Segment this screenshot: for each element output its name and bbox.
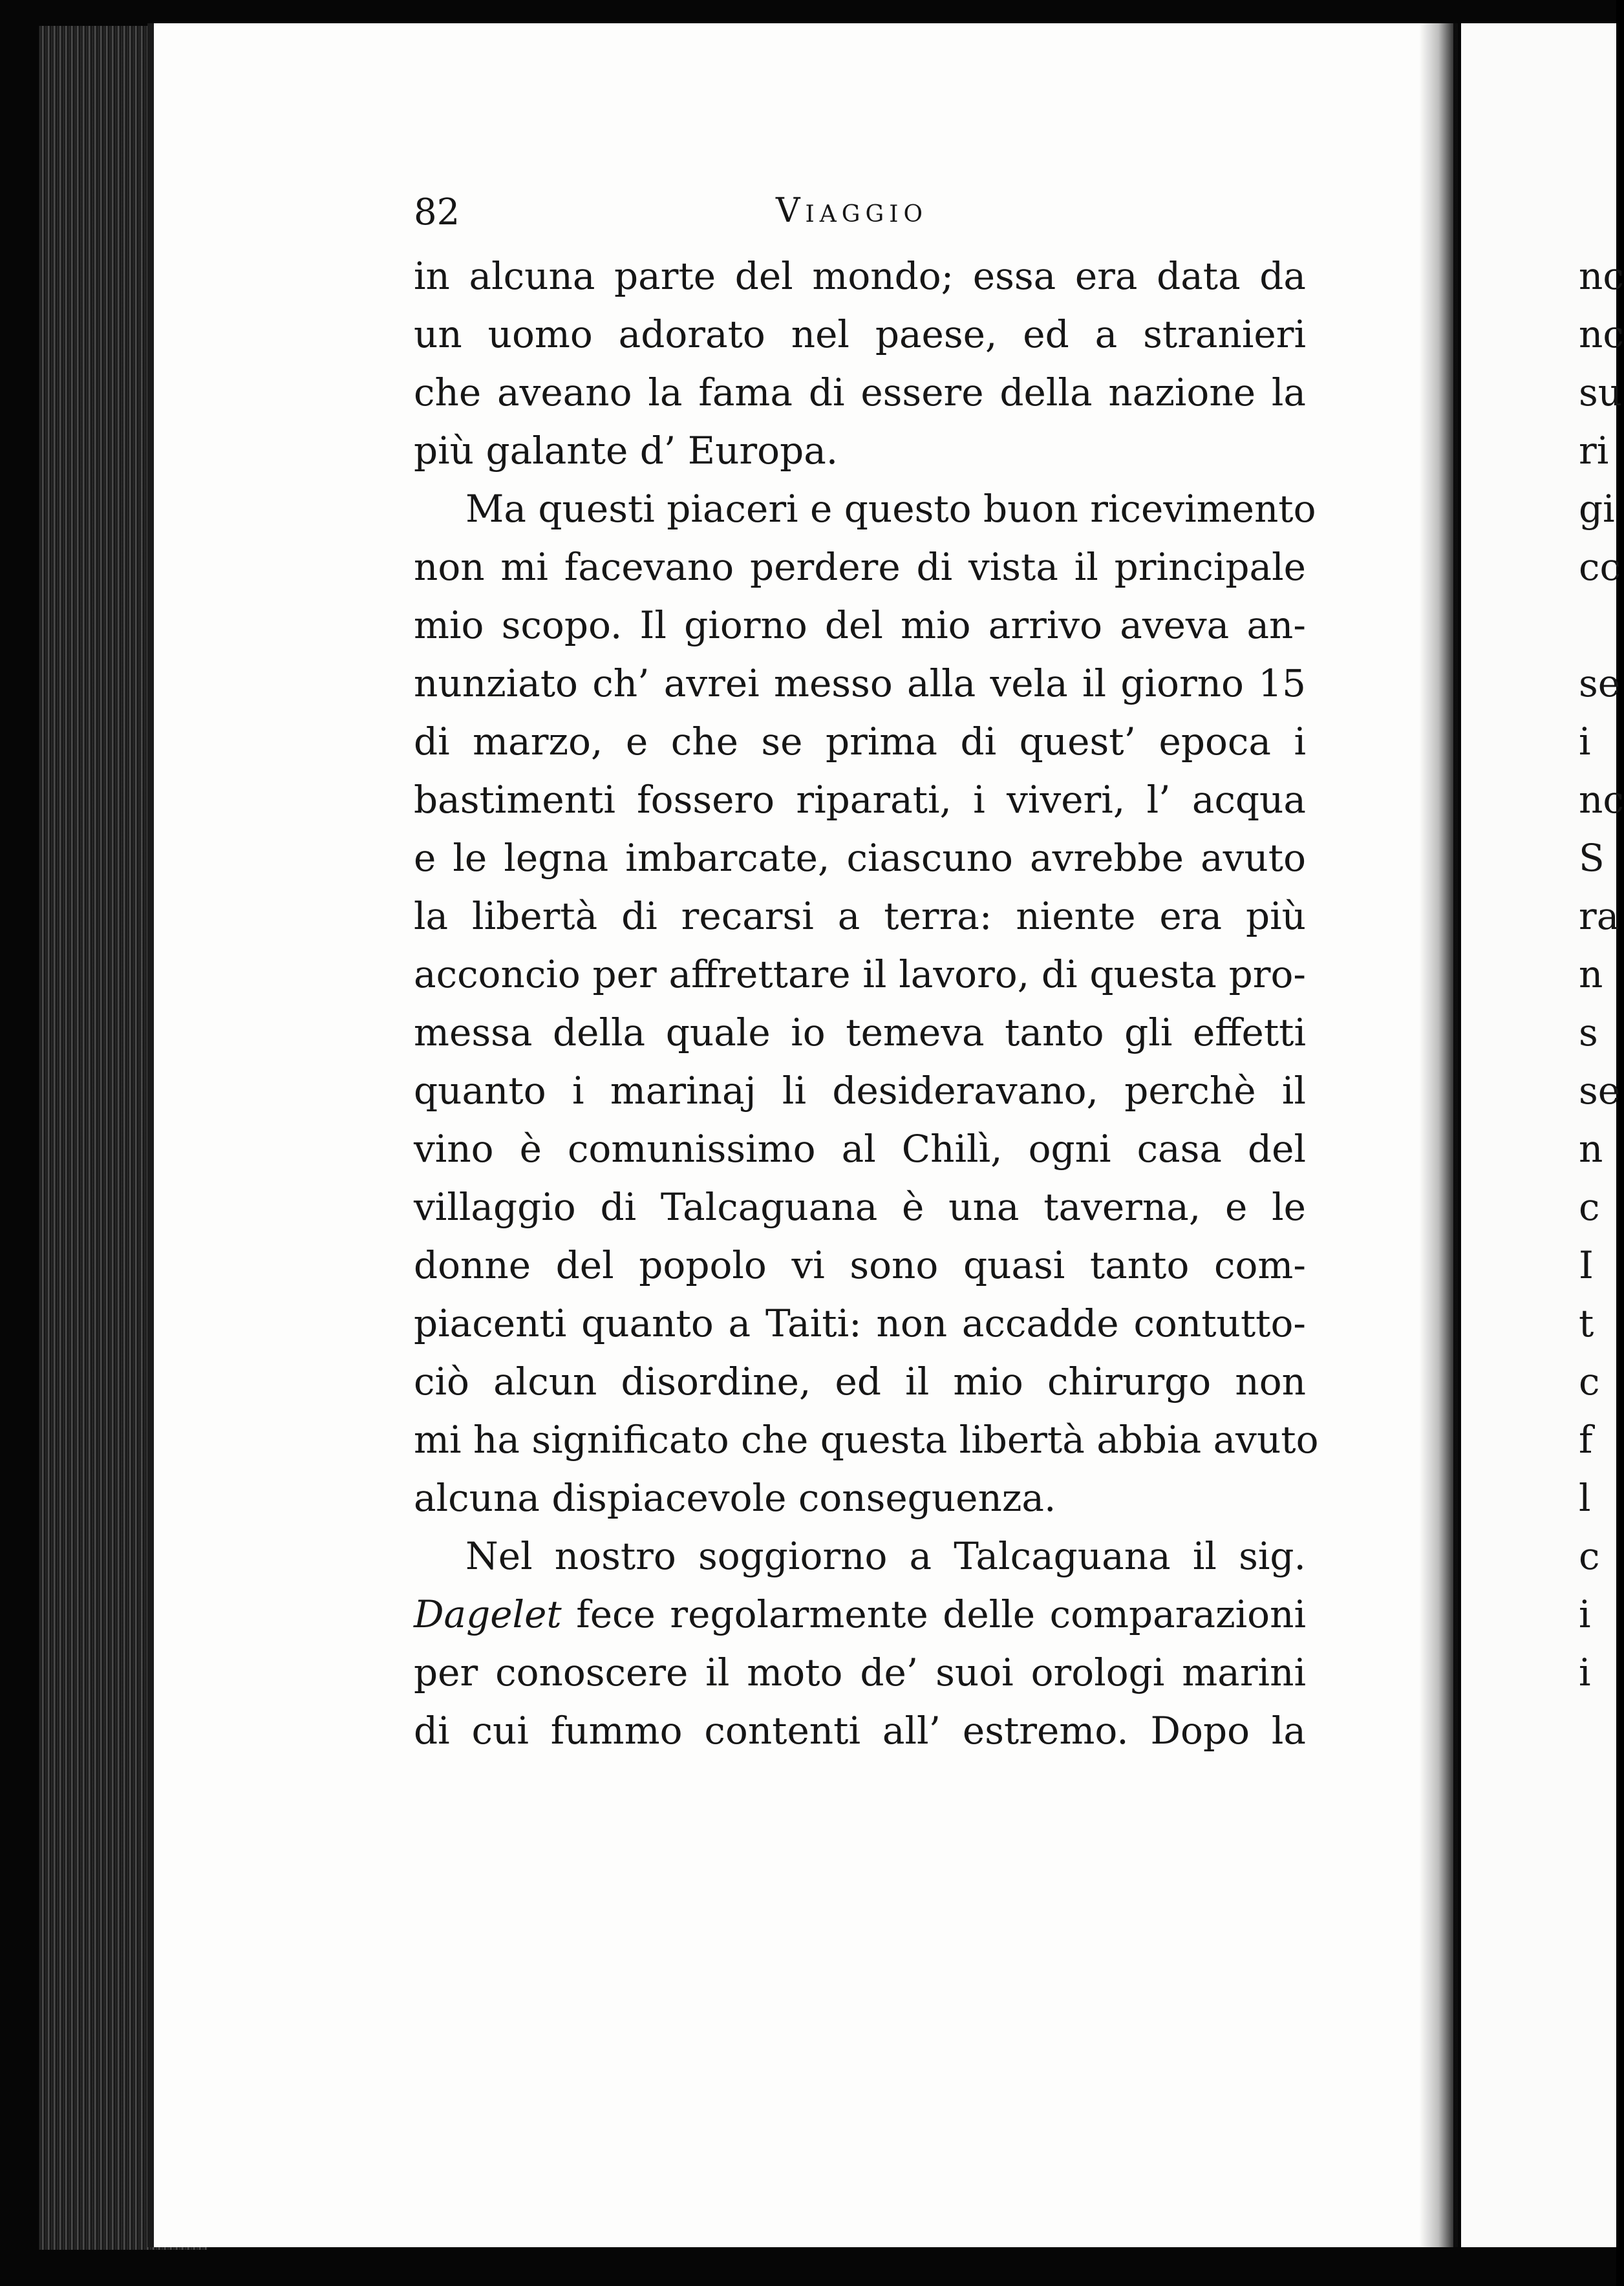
page-header [414,191,1306,243]
text-line: acconcio per affrettare il lavoro, di questa pro- [414,952,1306,996]
text-line: Dagelet fece regolarmente delle comparazioni [414,1592,1306,1636]
text-line: Nel nostro soggiorno a Talcaguana il sig. [465,1534,1306,1578]
right-page-fragment: S [1579,836,1605,880]
right-page-fragment: nc [1579,312,1624,356]
running-title: Viaggio [776,191,928,230]
text-line: che aveano la fama di essere della nazione la [414,370,1306,414]
right-page-fragment: se [1579,1069,1621,1113]
text-line: un uomo adorato nel paese, ed a stranieri [414,312,1306,356]
page-number: 82 [414,191,460,233]
right-page-fragment [1579,596,1616,654]
text-line: messa della quale io temeva tanto gli effetti [414,1010,1306,1054]
right-page-fragment: su [1579,370,1623,414]
text-line: alcuna dispiacevole conseguenza. [414,1476,1056,1520]
right-page-fragment: i [1579,1650,1591,1694]
text-line: bastimenti fossero riparati, i viveri, l’ acqua [414,778,1306,822]
right-page-fragment: l [1579,1476,1591,1520]
right-page-fragment: cc [1579,545,1621,589]
right-page-fragment: n [1579,952,1603,996]
text-line: nunziato ch’ avrei messo alla vela il giorno 15 [414,661,1306,705]
right-page-fragment: I [1579,1243,1594,1287]
text-line: non mi facevano perdere di vista il principale [414,545,1306,589]
right-page-fragment: ri [1579,429,1609,473]
right-page-fragment: gi [1579,487,1615,531]
right-page-fragment: ra [1579,894,1619,938]
right-page-fragment: nc [1579,254,1624,298]
text-line: mi ha significato che questa libertà abbia avuto [414,1418,1319,1462]
text-line: ciò alcun disordine, ed il mio chirurgo non [414,1360,1306,1404]
text-line: quanto i marinaj li desideravano, perchè il [414,1069,1306,1113]
text-line: di cui fummo contenti all’ estremo. Dopo la [414,1709,1306,1753]
body-text [414,247,1319,1760]
right-page-text-fragments [1579,247,1624,1702]
right-page-fragment: n [1579,1127,1603,1171]
right-page-fragment: c [1579,1534,1600,1578]
right-page-fragment: i [1579,720,1591,764]
right-page-fragment: s [1579,1010,1598,1054]
text-line: la libertà di recarsi a terra: niente era più [414,894,1306,938]
text-line: donne del popolo vi sono quasi tanto com- [414,1243,1306,1287]
text-line: di marzo, e che se prima di quest’ epoca i [414,720,1306,764]
text-line: più galante d’ Europa. [414,429,839,473]
right-page-fragment: nc [1579,778,1624,822]
text-line: villaggio di Talcaguana è una taverna, e le [414,1185,1306,1229]
text-line: vino è comunissimo al Chilì, ogni casa del [414,1127,1306,1171]
gutter-shadow [1419,23,1458,2247]
text-line: Ma questi piaceri e questo buon ricevimento [465,487,1316,531]
right-page-fragment: c [1579,1360,1600,1404]
right-page-fragment: f [1579,1418,1593,1462]
text-line: piacenti quanto a Taiti: non accadde contutto- [414,1301,1306,1345]
italic-name: Dagelet [414,1592,562,1636]
right-page-fragment: i [1579,1592,1591,1636]
text-line: mio scopo. Il giorno del mio arrivo aveva an- [414,603,1306,647]
text-line: e le legna imbarcate, ciascuno avrebbe avuto [414,836,1306,880]
right-page-fragment: se [1579,661,1621,705]
text-line: in alcuna parte del mondo; essa era data da [414,254,1306,298]
right-page-fragment: t [1579,1301,1594,1345]
text-line: per conoscere il moto de’ suoi orologi marini [414,1650,1306,1694]
right-page-fragment: c [1579,1185,1600,1229]
